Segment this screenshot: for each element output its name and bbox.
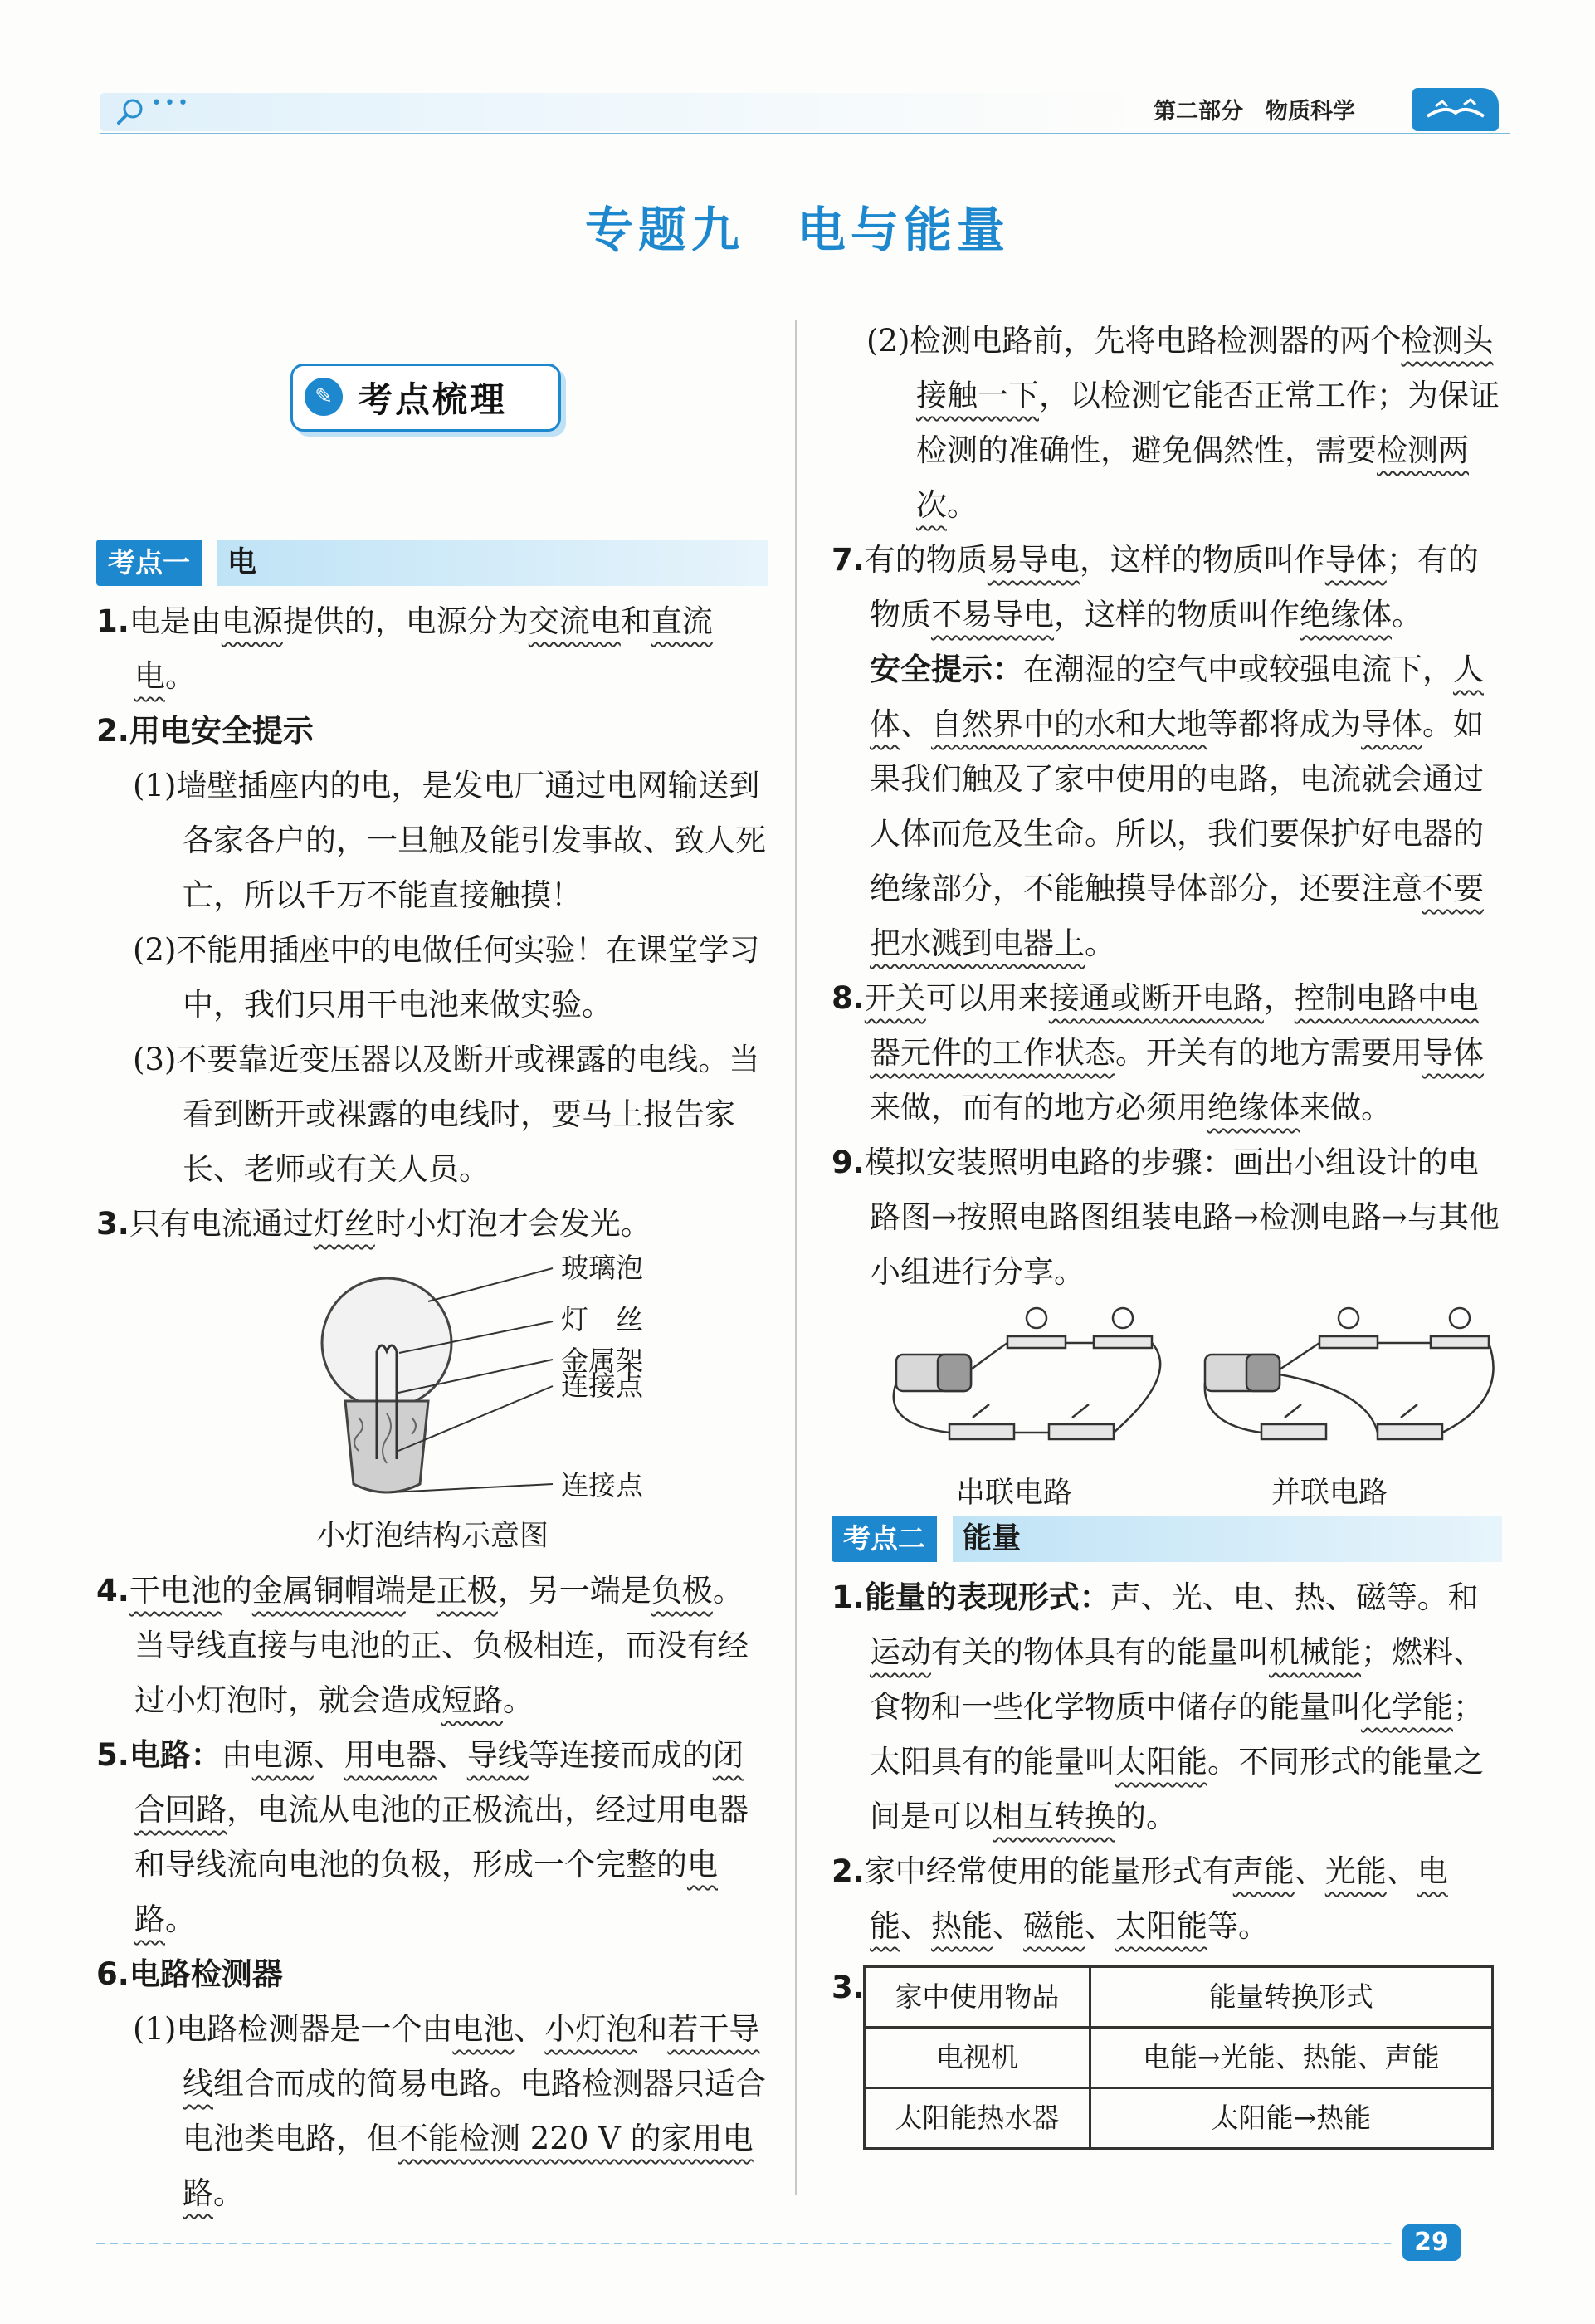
page-title: 专题九 电与能量 bbox=[584, 202, 1010, 258]
topic-label: 能量 bbox=[953, 1516, 1502, 1562]
table-cell: 电视机 bbox=[865, 2028, 1090, 2088]
header-rule bbox=[100, 133, 1510, 134]
bulb-label-frame: 金属架 bbox=[561, 1345, 643, 1377]
circuit-diagrams bbox=[832, 1300, 1502, 1516]
item-4: 4.干电池的金属铜帽端是正极，另一端是负极。当导线直接与电池的正、负极相连，而没有经过小灯泡时，就会造成短路。 bbox=[96, 1573, 749, 1718]
item-6-2: (2)检测电路前，先将电路检测器的两个检测头接触一下，以检测它能否正常工作；为保证检测的准确性，避免偶然性，需要检测两次。 bbox=[866, 323, 1500, 523]
item-1: 1.电是由电源提供的，电源分为交流电和直流电。 bbox=[96, 603, 713, 694]
item-9: 9.模拟安装照明电路的步骤：画出小组设计的电路图→按照电路图组装电路→检测电路→与其他小组进行分享。 bbox=[832, 1145, 1500, 1290]
column-divider bbox=[795, 320, 797, 2195]
bulb-label-contact-2: 连接点 bbox=[561, 1469, 643, 1501]
topic-tag: 考点一 bbox=[96, 540, 202, 586]
table-cell: 电能→光能、热能、声能 bbox=[1090, 2028, 1492, 2088]
bulb-caption: 小灯泡结构示意图 bbox=[315, 1520, 549, 1553]
bulb-label-contact-1: 连接点 bbox=[561, 1370, 643, 1402]
energy-item-3: 3. 家中使用物品 能量转换形式 电视机 电能→光能、热能、声能 太阳能热水器 太阳能→热能 bbox=[832, 1960, 1502, 2015]
topic-tag: 考点二 bbox=[832, 1516, 937, 1562]
item-2-1: (1)墙壁插座内的电，是发电厂通过电网输送到各家各户的，一旦触及能引发事故、致人死亡，所以千万不能直接触摸！ bbox=[133, 768, 766, 913]
bulb-label-filament: 灯 丝 bbox=[561, 1303, 643, 1335]
energy-table bbox=[863, 1965, 1494, 2150]
right-column bbox=[832, 314, 1502, 2134]
header-band bbox=[100, 93, 1137, 131]
table-cell: 太阳能热水器 bbox=[865, 2088, 1090, 2149]
item-7: 7.有的物质易导电，这样的物质叫作导体；有的物质不易导电，这样的物质叫作绝缘体。 bbox=[832, 542, 1479, 632]
circuit-drawing bbox=[832, 1300, 1502, 1466]
topic-label: 电 bbox=[217, 540, 768, 586]
bulb-label-glass: 玻璃泡 bbox=[561, 1252, 643, 1284]
page-header bbox=[91, 86, 1502, 134]
pencil-icon: ✎ bbox=[305, 378, 343, 416]
item-2: 2.用电安全提示 bbox=[96, 713, 314, 749]
table-header: 家中使用物品 bbox=[865, 1967, 1090, 2028]
parallel-circuit-label: 并联电路 bbox=[1271, 1477, 1388, 1510]
item-5: 5.电路：由电源、用电器、导线等连接而成的闭合回路，电流从电池的正极流出，经过用电器和导线流向电池的负极，形成一个完整的电路。 bbox=[96, 1737, 749, 1937]
footer-rule bbox=[96, 2243, 1391, 2244]
badge-box bbox=[290, 364, 561, 432]
table-header: 能量转换形式 bbox=[1090, 1967, 1492, 2028]
page-number: 29 bbox=[1402, 2224, 1461, 2261]
item-6: 6.电路检测器 bbox=[96, 1956, 283, 1992]
header-dots: ••• bbox=[151, 93, 191, 114]
section-badge bbox=[290, 355, 564, 435]
safety-note: 安全提示：在潮湿的空气中或较强电流下，人体、自然界中的水和大地等都将成为导体。如果我们触及了家中使用的电路，电流就会通过人体而危及生命。所以，我们要保护好电器的绝缘部分，不能触摸导体部分，还要注意不要把水溅到电器上。 bbox=[870, 652, 1484, 961]
bulb-diagram bbox=[96, 1252, 768, 1509]
bulb-drawing bbox=[312, 1252, 561, 1509]
topic-bar-1 bbox=[96, 540, 768, 586]
table-row bbox=[865, 2028, 1493, 2088]
series-circuit-label: 串联电路 bbox=[956, 1477, 1073, 1510]
book-logo-icon bbox=[1412, 88, 1499, 131]
table-row bbox=[865, 2088, 1493, 2149]
badge-label: 考点梳理 bbox=[358, 379, 508, 420]
item-8: 8.开关可以用来接通或断开电路，控制电路中电器元件的工作状态。开关有的地方需要用导体来做，而有的地方必须用绝缘体来做。 bbox=[832, 980, 1484, 1125]
header-section: 第二部分 物质科学 bbox=[1154, 99, 1355, 124]
item-3: 3.只有电流通过灯丝时小灯泡才会发光。 bbox=[96, 1206, 651, 1242]
item-2-3: (3)不要靠近变压器以及断开或裸露的电线。当看到断开或裸露的电线时，要马上报告家长、老师或有关人员。 bbox=[133, 1042, 760, 1187]
left-column bbox=[96, 540, 768, 2221]
table-header-row bbox=[865, 1967, 1493, 2028]
item-6-1: (1)电路检测器是一个由电池、小灯泡和若干导线组合而成的简易电路。电路检测器只适合电池类电路，但不能检测 220 V 的家用电路。 bbox=[133, 2011, 766, 2211]
table-cell: 太阳能→热能 bbox=[1090, 2088, 1492, 2149]
item-2-2: (2)不能用插座中的电做任何实验！在课堂学习中，我们只用干电池来做实验。 bbox=[133, 932, 760, 1023]
magnifier-icon bbox=[115, 96, 148, 128]
energy-item-1: 1.能量的表现形式：声、光、电、热、磁等。和运动有关的物体具有的能量叫机械能；燃料、食物和一些化学物质中储存的能量叫化学能；太阳具有的能量叫太阳能。不同形式的能量之间是可以相互转换的。 bbox=[832, 1579, 1484, 1834]
energy-item-2: 2.家中经常使用的能量形式有声能、光能、电能、热能、磁能、太阳能等。 bbox=[832, 1853, 1448, 1944]
topic-bar-2 bbox=[832, 1516, 1502, 1562]
